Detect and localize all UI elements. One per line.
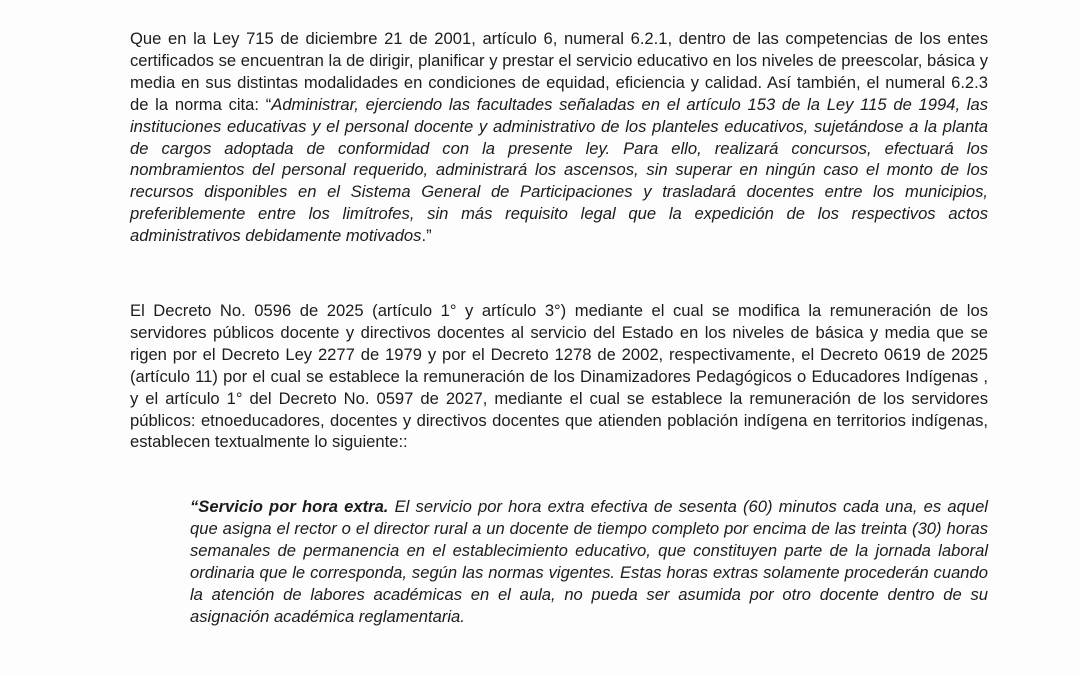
quoted-article-hora-extra bbox=[190, 496, 988, 627]
cropped-heading-fragment bbox=[440, 0, 670, 4]
quote-body: El servicio por hora extra efectiva de sesenta (60) minutos cada una, es aquel que asigna el rector o el director rural a un docente de tiempo completo por encima de las treinta (30) horas semanales de permanencia en el establecimiento educativo, que constituyen parte de la jornada laboral ordinaria que le corresponda, según las normas vigentes. Estas horas extras solamente procederán cuando la atención de labores académicas en el aula, no pueda ser asumida por otro docente dentro de su asignación académica reglamentaria. bbox=[190, 497, 988, 626]
paragraph-ley-715-tail: .” bbox=[421, 226, 432, 246]
paragraph-decreto-0596: El Decreto No. 0596 de 2025 (artículo 1° y artículo 3°) mediante el cual se modifica la remuneración de los servidores públicos docente y directivos docentes al servicio del Estado en los niveles de básica y media que se rigen por el Decreto Ley 2277 de 1979 y por el Decreto 1278 de 2002, respectivamente, el Decreto 0619 de 2025 (artículo 11) por el cual se establece la remuneración de los Dinamizadores Pedagógicos o Educadores Indígenas , y el artículo 1° del Decreto No. 0597 de 2027, mediante el cual se establece la remuneración de los servidores públicos: etnoeducadores, docentes y directivos docentes que atienden población indígena en territorios indígenas, establecen textualmente lo siguiente:: bbox=[130, 301, 988, 452]
paragraph-ley-715 bbox=[130, 28, 988, 247]
paragraph-ley-715-citation: Administrar, ejerciendo las facultades señaladas en el artículo 153 de la Ley 115 de 1994, las instituciones educativas y el personal docente y administrativo de los planteles educativos, sujetándose a la planta de cargos adoptada de conformidad con la presente ley. Para ello, realizará concursos, efectuará los nombramientos del personal requerido, administrará los ascensos, sin superar en ningún caso el monto de los recursos disponibles en el Sistema General de Participaciones y trasladará docentes entre los municipios, preferiblemente entre los limítrofes, sin más requisito legal que la expedición de los respectivos actos administrativos debidamente motivados bbox=[130, 94, 988, 246]
paragraph-ley-715-lead: Que en la Ley 715 de diciembre 21 de 2001, artículo 6, numeral 6.2.1, dentro de las competencias de los entes certificados se encuentran la de dirigir, planificar y prestar el servicio educativo en los niveles de preescolar, básica y media en sus distintas modalidades en condiciones de equidad, eficiencia y calidad. Así también, el numeral 6.2.3 de la norma cita: “ bbox=[130, 29, 988, 114]
quote-title: “Servicio por hora extra. bbox=[190, 497, 389, 516]
